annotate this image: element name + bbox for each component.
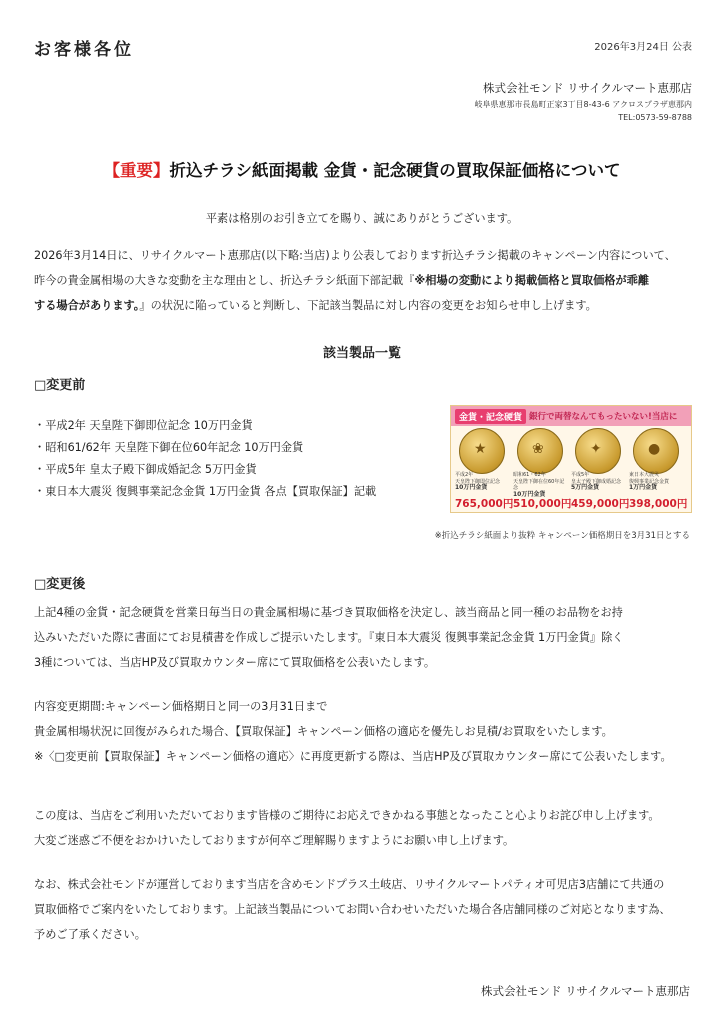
closing-paragraph [34, 872, 694, 947]
flyer-excerpt-image [450, 405, 692, 513]
company-name: 株式会社モンド リサイクルマート恵那店 [482, 81, 692, 95]
intro-line: 2026年3月14日に、リサイクルマート恵那店(以下略:当店)より公表しております折込チラシ掲載のキャンペーン内容について、 [34, 249, 676, 262]
before-heading: □変更前 [34, 378, 86, 393]
intro-text: 昨今の貴金属相場の大きな変動を主な理由とし、折込チラシ紙面下部記載『 [34, 274, 415, 287]
after-line: 3種については、当店HP及び買取カウンター席にて買取価格を公表いたします。 [34, 656, 436, 669]
product-list [34, 415, 376, 503]
recover-line: 貴金属相場状況に回復がみられた場合、【買取保証】キャンペーン価格の適応を優先しお見積/お買取をいたします。 [34, 725, 613, 738]
intro-text: 』の状況に陥っていると判断し、下記該当製品に対し内容の変更をお知らせ申し上げます。 [139, 299, 597, 312]
greeting: お客様各位 [34, 40, 134, 60]
update-line: ※〈□変更前【買取保証】キャンペーン価格の適応〉に再度更新する際は、当店HP及び買取カウンター席にて公表いたします。 [34, 750, 672, 763]
gold-coin-icon: ● [633, 428, 679, 474]
closing-line: なお、株式会社モンドが運営しております当店を含めモンドプラス土岐店、リサイクルマートパティオ可児店3店舗にて共通の [34, 878, 665, 891]
list-item: ・平成5年 皇太子殿下御成婚記念 5万円金貨 [34, 463, 257, 476]
coin-caption: 昭和61・62年 天皇陛下御在位60年記念 10万円金貨 [513, 472, 565, 498]
list-item: ・昭和61/62年 天皇陛下御在位60年記念 10万円金貨 [34, 441, 304, 454]
products-heading: 該当製品一覧 [322, 346, 401, 361]
after-line: 上記4種の金貨・記念硬貨を営業日毎当日の貴金属相場に基づき買取価格を決定し、該当商品と同一種のお品物をお持 [34, 606, 623, 619]
gold-coin-icon: ★ [459, 428, 505, 474]
closing-line: 買取価格でご案内をいたしております。上記該当製品についてお問い合わせいただいた場合各店舗同様のご対応となります為、 [34, 903, 671, 916]
closing-line: 予めご了承ください。 [34, 928, 146, 941]
page-title [0, 157, 724, 181]
apology-line: 大変ご迷惑ご不便をおかけいたしておりますが何卒ご理解賜りますようにお願い申し上げます。 [34, 834, 515, 847]
coin-price: 765,000円 [455, 498, 514, 510]
apology-line: この度は、当店をご利用いただいております皆様のご期待にお応えできかねる事態となったこと心よりお詫び申し上げます。 [34, 809, 660, 822]
company-tel: TEL:0573-59-8788 [618, 113, 692, 122]
gold-coin-icon: ❀ [517, 428, 563, 474]
coin-price: 510,000円 [513, 498, 572, 510]
intro-bold: ※相場の変動により掲載価格と買取価格が乖離 [414, 274, 650, 287]
coin-price: 398,000円 [629, 498, 688, 510]
intro-line [34, 268, 694, 293]
flyer-slogan: 銀行で両替なんてもったいない!当店に [529, 412, 678, 422]
change-details [34, 694, 694, 769]
coin-price: 459,000円 [571, 498, 630, 510]
signature: 株式会社モンド リサイクルマート恵那店 [480, 984, 690, 998]
intro-bold: する場合があります。 [34, 299, 140, 312]
list-item: ・平成2年 天皇陛下御即位記念 10万円金貨 [34, 419, 253, 432]
coin-caption: 平成2年 天皇陛下御即位記念 10万円金貨 [455, 472, 501, 491]
after-heading: □変更後 [34, 577, 86, 592]
intro-line [34, 293, 694, 318]
greeting-line: 平素は格別のお引き立てを賜り、誠にありがとうございます。 [205, 212, 519, 225]
intro-paragraph [34, 243, 694, 318]
after-line: 込みいただいた際に書面にてお見積書を作成しご提示いたします。『東日本大震災 復興事業記念金貨 1万円金貨』除く [34, 631, 624, 644]
title-text: 折込チラシ紙面掲載 金貨・記念硬貨の買取保証価格について [169, 161, 621, 180]
coin-caption: 平成5年 皇太子殿下御成婚記念 5万円金貨 [571, 472, 622, 491]
publish-date: 2026年3月24日 公表 [594, 42, 692, 53]
flyer-note: ※折込チラシ紙面より抜粋 キャンペーン価格期日を3月31日とする [434, 531, 690, 541]
gold-coin-icon: ✦ [575, 428, 621, 474]
important-label: 【重要】 [103, 161, 170, 180]
company-address: 岐阜県恵那市長島町正家3丁目8-43-6 アクロスプラザ恵那内 [474, 100, 692, 109]
flyer-tag: 金貨・記念硬貨 [455, 409, 526, 424]
period-line: 内容変更期間:キャンペーン価格期日と同一の3月31日まで [34, 700, 328, 713]
apology-paragraph [34, 803, 694, 853]
after-paragraph [34, 600, 694, 675]
list-item: ・東日本大震災 復興事業記念金貨 1万円金貨 各点【買取保証】記載 [34, 485, 377, 498]
coin-caption: 東日本大震災 復興事業記念金貨 1万円金貨 [629, 472, 670, 491]
